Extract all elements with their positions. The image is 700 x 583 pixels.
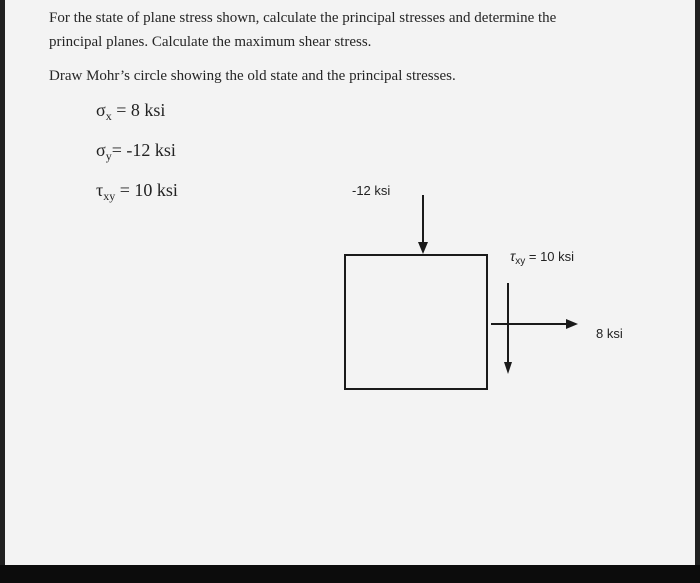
sigma-x-subscript: x: [105, 109, 112, 123]
tau-xy-value: = 10 ksi: [119, 180, 178, 200]
sigma-y-value: = -12 ksi: [111, 140, 176, 160]
problem-line-1: For the state of plane stress shown, calculate the principal stresses and determine the: [49, 10, 557, 26]
tau-xy-symbol: τ: [96, 180, 104, 200]
sigma-y-symbol: σ: [96, 140, 106, 160]
right-stress-arrowhead: [566, 319, 578, 329]
shear-subscript: xy: [515, 256, 526, 267]
top-stress-label: -12 ksi: [352, 183, 391, 198]
top-stress-arrowhead: [418, 242, 428, 254]
shear-symbol: τ: [510, 248, 516, 264]
sigma-x-value: = 8 ksi: [116, 100, 166, 120]
sigma-y-subscript: y: [105, 149, 112, 163]
problem-line-2: principal planes. Calculate the maximum shear stress.: [49, 34, 372, 50]
shear-arrowhead: [504, 362, 512, 374]
stress-element-square: [345, 255, 487, 389]
right-stress-label: 8 ksi: [596, 326, 623, 341]
tau-xy-subscript: xy: [103, 189, 116, 203]
sigma-x-symbol: σ: [96, 100, 106, 120]
shear-value: = 10 ksi: [528, 249, 575, 264]
bottom-bar: [0, 565, 700, 583]
problem-line-3: Draw Mohr’s circle showing the old state and the principal stresses.: [49, 68, 456, 84]
shear-stress-label: [510, 248, 574, 267]
